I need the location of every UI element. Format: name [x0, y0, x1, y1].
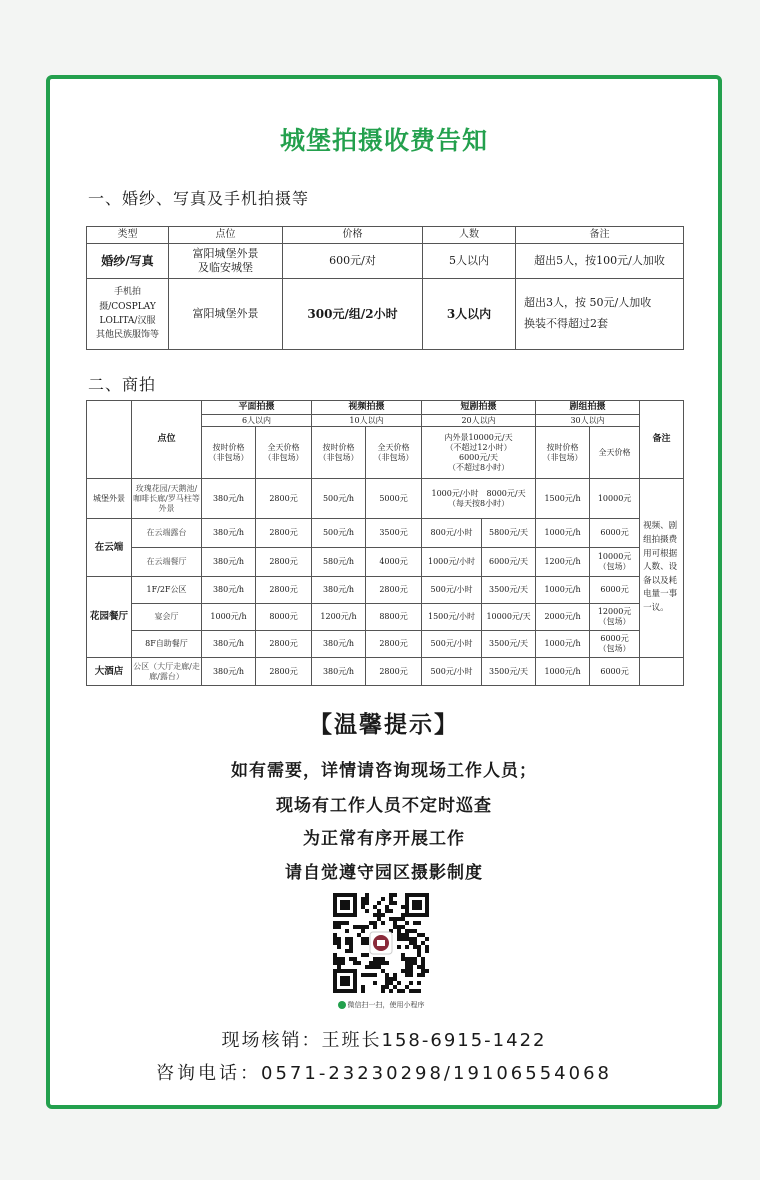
header-fullday: 全天价格 （非包场） — [256, 427, 312, 479]
row-location: 富阳城堡外景 及临安城堡 — [169, 244, 283, 279]
header-people: 30人以内 — [536, 415, 640, 427]
header-blank — [87, 401, 132, 479]
tips-heading: 【温馨提示】 — [309, 712, 459, 738]
cell-value: 2800元 — [366, 577, 422, 604]
cell-value: 10000元 — [590, 479, 640, 519]
cell-location: 玫瑰花园/天鹅池/咖啡长廊/罗马柱等外景 — [132, 479, 202, 519]
cell-value: 500元/小时 — [422, 631, 482, 658]
cell-value: 3500元/天 — [482, 577, 536, 604]
cell-value: 6000元/天 — [482, 548, 536, 577]
table-row — [87, 279, 684, 350]
cell-value: 2800元 — [256, 577, 312, 604]
table-row — [87, 548, 684, 577]
cell-value: 1000元/小时 — [422, 548, 482, 577]
cell-value: 1200元/h — [536, 548, 590, 577]
cell-value: 2000元/h — [536, 604, 590, 631]
table-row — [87, 519, 684, 548]
header-note: 备注 — [640, 401, 684, 479]
row-people: 5人以内 — [423, 244, 516, 279]
header-fullday: 全天价格 — [590, 427, 640, 479]
cell-value: 1500元/h — [536, 479, 590, 519]
row-type: 婚纱/写真 — [87, 244, 169, 279]
cell-value: 2800元 — [366, 658, 422, 686]
header-people: 20人以内 — [422, 415, 536, 427]
qr-code-icon — [329, 889, 433, 997]
cell-value: 380元/h — [202, 577, 256, 604]
cell-location: 宴会厅 — [132, 604, 202, 631]
table-header-row — [87, 401, 684, 415]
table-row — [87, 631, 684, 658]
cell-value: 1000元/h — [536, 631, 590, 658]
row-note: 超出5人，按100元/人加收 — [516, 244, 684, 279]
row-price: 600元/对 — [283, 244, 423, 279]
cell-location: 公区（大厅走廊/走廊/露台） — [132, 658, 202, 686]
section1-heading: 一、婚纱、写真及手机拍摄等 — [88, 189, 310, 208]
tip-line: 现场有工作人员不定时巡查 — [276, 796, 492, 816]
cell-value: 3500元/天 — [482, 631, 536, 658]
cell-value: 2800元 — [256, 631, 312, 658]
cell-value: 5000元 — [366, 479, 422, 519]
cell-value: 380元/h — [202, 548, 256, 577]
row-price: 300元/组/2小时 — [283, 279, 423, 350]
table-row — [87, 577, 684, 604]
cell-value: 6000元 — [590, 577, 640, 604]
cell-value: 380元/h — [312, 658, 366, 686]
tip-line: 如有需要，详情请咨询现场工作人员； — [231, 761, 537, 781]
header-people: 10人以内 — [312, 415, 422, 427]
area-hotel: 大酒店 — [87, 658, 132, 686]
cell-value: 5800元/天 — [482, 519, 536, 548]
cell-value: 4000元 — [366, 548, 422, 577]
cell-value: 6000元 — [590, 658, 640, 686]
row-note-line: 超出3人，按 50元/人加收 — [524, 296, 652, 310]
tip-line: 请自觉遵守园区摄影制度 — [285, 863, 483, 883]
cell-value: 10000元 （包场） — [590, 548, 640, 577]
cell-value: 12000元 （包场） — [590, 604, 640, 631]
header-group-print: 平面拍摄 — [202, 401, 312, 415]
row-note-line: 换装不得超过2套 — [524, 317, 608, 330]
onsite-contact: 现场核销：王班长158-6915-1422 — [221, 1030, 547, 1051]
photo-fee-table — [86, 226, 684, 350]
header-short-drama: 内外景10000元/天 （不超过12小时） 6000元/天 （不超过8小时） — [422, 427, 536, 479]
cell-value: 1500元/小时 — [422, 604, 482, 631]
cell-location: 8F自助餐厅 — [132, 631, 202, 658]
cell-value: 8800元 — [366, 604, 422, 631]
cell-value: 1000元/h — [536, 658, 590, 686]
header-group-drama: 短剧拍摄 — [422, 401, 536, 415]
cell-value: 1000元/h — [202, 604, 256, 631]
cell-value: 500元/小时 — [422, 577, 482, 604]
notice-card — [46, 75, 722, 1109]
row-people: 3人以内 — [423, 279, 516, 350]
cell-value: 380元/h — [202, 479, 256, 519]
cell-value: 3500元 — [366, 519, 422, 548]
cell-value: 380元/h — [202, 631, 256, 658]
area-cloud: 在云端 — [87, 519, 132, 577]
cell-value: 380元/h — [312, 631, 366, 658]
row-note — [516, 279, 684, 350]
cell-value: 380元/h — [202, 658, 256, 686]
cell-value: 800元/小时 — [422, 519, 482, 548]
qr-caption-text: 微信扫一扫，使用小程序 — [347, 1001, 425, 1009]
header-hourly: 按时价格 （非包场） — [536, 427, 590, 479]
header-type: 类型 — [87, 227, 169, 244]
cell-value: 2800元 — [256, 479, 312, 519]
remark-empty — [640, 658, 684, 686]
header-price: 价格 — [283, 227, 423, 244]
table-header-row — [87, 227, 684, 244]
header-hourly: 按时价格 （非包场） — [202, 427, 256, 479]
cell-value: 6000元 （包场） — [590, 631, 640, 658]
area-castle: 城堡外景 — [87, 479, 132, 519]
cell-value: 8000元 — [256, 604, 312, 631]
cell-value: 6000元 — [590, 519, 640, 548]
header-hourly: 按时价格 （非包场） — [312, 427, 366, 479]
remark-cell: 视频、剧组拍摄费用可根据人数、设备以及耗电量一事一议。 — [640, 479, 684, 658]
tip-line: 为正常有序开展工作 — [303, 829, 465, 849]
cell-value: 10000元/天 — [482, 604, 536, 631]
header-people: 6人以内 — [202, 415, 312, 427]
cell-location: 在云端露台 — [132, 519, 202, 548]
table-row — [87, 658, 684, 686]
area-garden: 花园餐厅 — [87, 577, 132, 658]
cell-value: 2800元 — [256, 548, 312, 577]
cell-value: 1000元/h — [536, 577, 590, 604]
table-row — [87, 479, 684, 519]
cell-value: 1000元/h — [536, 519, 590, 548]
header-point: 点位 — [132, 401, 202, 479]
cell-value: 580元/h — [312, 548, 366, 577]
header-fullday: 全天价格 （非包场） — [366, 427, 422, 479]
table-row — [87, 244, 684, 279]
cell-value: 1000元/小时 8000元/天 （每天按8小时） — [422, 479, 536, 519]
cell-location: 在云端餐厅 — [132, 548, 202, 577]
cell-value: 500元/小时 — [422, 658, 482, 686]
header-note: 备注 — [516, 227, 684, 244]
qr-caption — [329, 1000, 433, 1010]
cell-location: 1F/2F公区 — [132, 577, 202, 604]
cell-value: 2800元 — [366, 631, 422, 658]
row-type: 手机拍摄/COSPLAY LOLITA/汉服 其他民族服饰等 — [87, 279, 169, 350]
cell-value: 500元/h — [312, 479, 366, 519]
header-group-video: 视频拍摄 — [312, 401, 422, 415]
page-title: 城堡拍摄收费告知 — [279, 126, 488, 155]
consult-phone: 咨询电话：0571-23230298/19106554068 — [156, 1063, 612, 1084]
row-location: 富阳城堡外景 — [169, 279, 283, 350]
cell-value: 2800元 — [256, 658, 312, 686]
table-row — [87, 604, 684, 631]
cell-value: 380元/h — [202, 519, 256, 548]
commercial-fee-table — [86, 400, 684, 686]
mini-program-qr-code[interactable] — [329, 889, 433, 1015]
cell-value: 3500元/天 — [482, 658, 536, 686]
cell-value: 1200元/h — [312, 604, 366, 631]
header-people: 人数 — [423, 227, 516, 244]
mini-program-icon — [338, 1001, 346, 1009]
cell-value: 380元/h — [312, 577, 366, 604]
header-group-crew: 剧组拍摄 — [536, 401, 640, 415]
section2-heading: 二、商拍 — [88, 375, 157, 394]
cell-value: 500元/h — [312, 519, 366, 548]
cell-value: 2800元 — [256, 519, 312, 548]
header-location: 点位 — [169, 227, 283, 244]
